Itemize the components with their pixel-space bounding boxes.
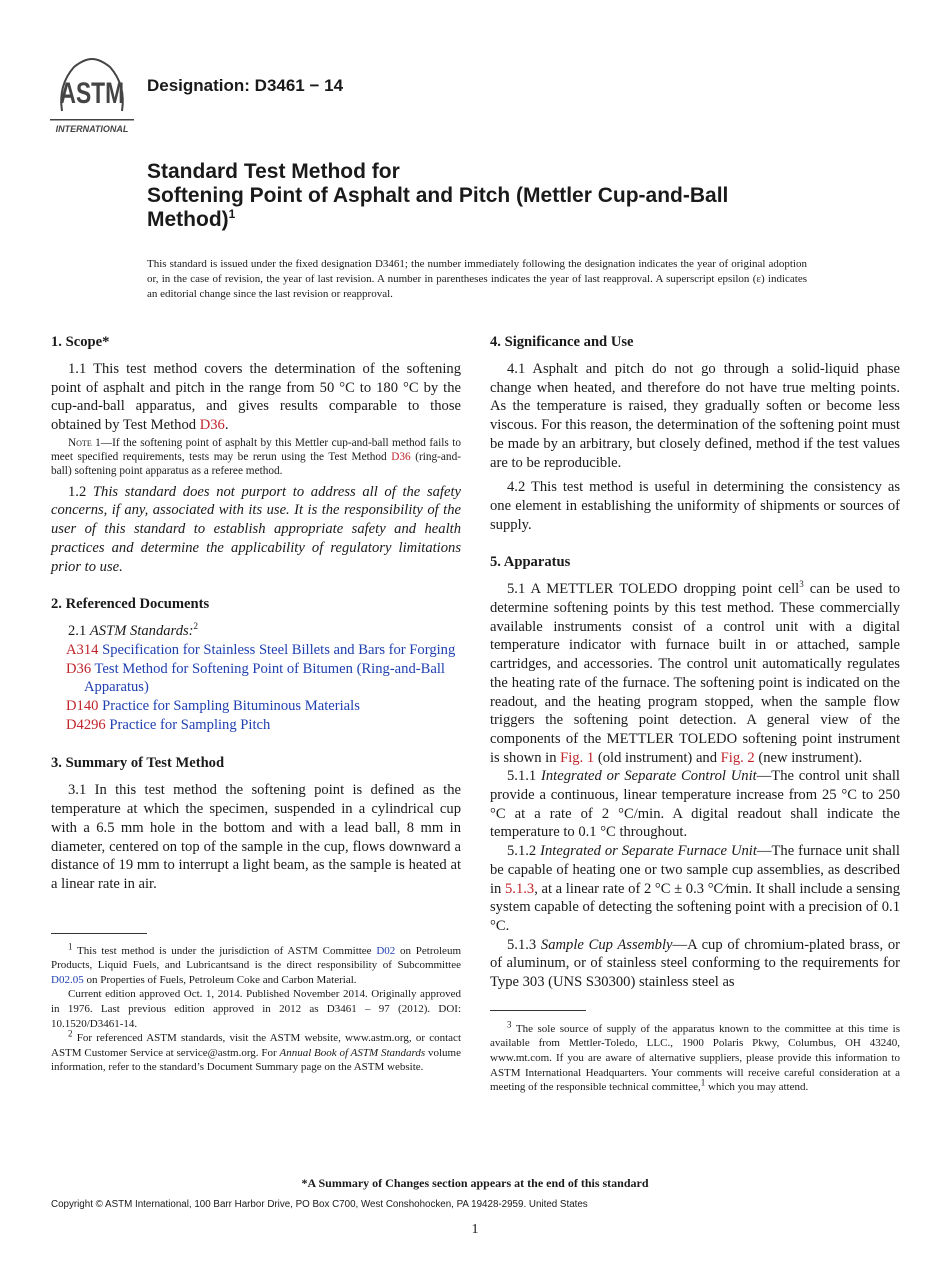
section-4-heading: 4. Significance and Use [490,334,634,350]
ref-title-link[interactable]: Specification for Stainless Steel Billets and Bars for Forging [102,641,456,658]
page-number: 1 [471,1222,479,1237]
footnote-1: $^1$ This test method is under the jurisdiction of ASTM Committee D02 on Petroleum Products, Liquid Fuels, and Lubricantsand is the direct responsibility of Subcommittee D02.05 on Properties of Fuels, Petroleum Coke and Carbon Material. [51,941,461,986]
ref-title-link[interactable]: Practice for Sampling Bituminous Materials [102,698,360,715]
section-4-1: 4.1 Asphalt and pitch do not go through a solid-liquid phase change when heated, and therefore do not have true melting points. As the temperature is raised, they gradually soften or become less viscous. For this reason, the determination of the softening point must be made by an arbitrary, but closely defined, method if the test values are to be reproducible. [490,361,900,471]
ref-code-link[interactable]: D140 [66,698,99,715]
title-footnote-mark[interactable]: 1 [228,207,236,221]
section-1-1: 1.1 This test method covers the determination of the softening point of asphalt and pitch in the range from 50 °C to 180 °C by the cup-and-ball apparatus, and gives results comparable to those obtained by Test Method D36. [51,361,461,434]
ref-item [51,641,461,660]
ref-item [51,697,461,716]
section-1-heading: 1. Scope* [51,334,110,350]
footnote-divider [490,1010,586,1011]
title-line-3: Method)$^1$ [147,207,236,231]
section-5-1: 5.1 A METTLER TOLEDO dropping point cell$^3$ can be used to determine softening points by this test method. These commercially available instruments consist of a control unit with a digital temperature indicator with furnace built in or attached, sample cartridges, and accessories. The control unit automatically regulates the heating rate of the furnace. The softening point is indicated on the readout, and the heating program stopped, when the sample flow triggers the softening point detection. A general view of the components of the METTLER TOLEDO softening point instrument is shown in Fig. 1 (old instrument) and Fig. 2 (new instrument). [490,579,900,766]
d02-05-link[interactable]: D02.05 [51,973,84,986]
d36-link[interactable]: D36 [199,417,225,434]
astm-logo [50,57,134,135]
d02-link[interactable]: D02 [376,944,396,957]
section-3-1: 3.1 In this test method the softening point is defined as the temperature at which the specimen, suspended in a cylindrical cup with a 6.5 mm hole in the bottom and with a lead ball, 8 mm in diameter, centered on top of the sample in the cup, flows downward a distance of 19 mm to interrupt a light beam, as the sample is heated at a linear rate in air. [51,782,461,892]
section-4-2: 4.2 This test method is useful in determining the consistency as one element in establishing the uniformity of shipments or sources of supply. [490,479,900,533]
section-2-1: 2.1 ASTM Standards:$^2$ [68,621,199,640]
section-1-2: 1.2 This standard does not purport to address all of the safety concerns, if any, associated with its use. It is the responsibility of the user of this standard to establish appropriate safety and health practices and determine the applicability of regulatory limitations prior to use. [51,483,461,575]
footnote-2: $^2$ For referenced ASTM standards, visit the ASTM website, www.astm.org, or contact ASTM Customer Service at service@astm.org. For Annual Book of ASTM Standards volume information, refer to the standard’s Document Summary page on the ASTM website. [51,1028,461,1074]
footnote-divider [51,933,147,934]
logo-wordmark: ASTM [59,76,125,111]
section-5-1-1: 5.1.1 Integrated or Separate Control Unit—The control unit shall provide a continuous, linear temperature increase from 25 °C to 250 °C at a rate of 2 °C/min. A digital readout shall indicate the temperature to 0.1 °C throughout. [490,768,900,841]
footnote-3: $^3$ The sole source of supply of the apparatus known to the committee at this time is available from Mettler-Toledo, LLC., 1900 Polaris Pkwy, Columbus, OH 43240, www.mt.com. If you are aware of alternative suppliers, please provide this information to ASTM International Headquarters. Your comments will receive careful consideration at a meeting of the responsible technical committee,$^1$ which you may attend. [490,1019,900,1094]
ref-code-link[interactable]: A314 [66,641,99,658]
section-3-heading: 3. Summary of Test Method [51,755,225,772]
page-title [147,160,847,232]
section-2-heading: 2. Referenced Documents [51,596,210,613]
fig-2-link[interactable]: Fig. 2 [720,749,755,766]
fig-1-link[interactable]: Fig. 1 [560,749,595,766]
summary-of-changes-note: *A Summary of Changes section appears at the end of this standard [301,1176,649,1190]
d36-link[interactable]: D36 [391,451,411,464]
footnote-1-edition: Current edition approved Oct. 1, 2014. Published November 2014. Originally approved in 1976. Last previous edition approved in 2012 as D3461 – 97 (2012). DOI: 10.1520/D3461-14. [51,988,461,1030]
ref-code-link[interactable]: D36 [66,660,92,677]
left-column [51,333,461,1075]
ref-item [51,716,461,735]
standard-intro: This standard is issued under the fixed designation D3461; the number immediately following the designation indicates the year of original adoption or, in the case of revision, the year of last revision. A number in parentheses indicates the year of last reapproval. A superscript epsilon (ε) indicates an editorial change since the last revision or reapproval. [147,258,807,300]
section-5-heading: 5. Apparatus [490,554,571,571]
ref-code-link[interactable]: D4296 [66,716,106,733]
logo-subtext: INTERNATIONAL [55,124,129,134]
section-5-1-2: 5.1.2 Integrated or Separate Furnace Unit—The furnace unit shall be capable of heating one or two sample cup assemblies, as described in 5.1.3, at a linear rate of 2 °C ± 0.3 °C⁄min. It shall include a sensing system capable of detecting the softening point with a precision of 0.1 °C. [490,843,900,934]
title-line-1: Standard Test Method for [147,160,400,183]
ref-title-link[interactable]: Test Method for Softening Point of Bitumen (Ring-and-Ball Apparatus) [84,660,445,696]
section-5-1-3: 5.1.3 Sample Cup Assembly—A cup of chromium-plated brass, or of aluminum, or of stainless steel conforming to the requirements for Type 303 (UNS S30300) stainless steel as [490,936,900,991]
astm-logo-icon [50,57,134,135]
ref-title-link[interactable]: Practice for Sampling Pitch [109,716,271,733]
right-column [490,333,900,1095]
section-5-1-3-link[interactable]: 5.1.3 [505,880,535,897]
note-1: Note 1—If the softening point of asphalt by this Mettler cup-and-ball method fails to meet specified requirements, tests may be rerun using the Test Method D36 (ring-and-ball) softening point apparatus as a referee method. [51,436,461,478]
designation: Designation: D3461 − 14 [147,76,344,95]
ref-item [51,660,461,697]
title-line-2: Softening Point of Asphalt and Pitch (Mettler Cup-and-Ball [147,184,729,207]
copyright-line: Copyright © ASTM International, 100 Barr Harbor Drive, PO Box C700, West Conshohocken, PA 19428-2959. United States [51,1199,588,1210]
